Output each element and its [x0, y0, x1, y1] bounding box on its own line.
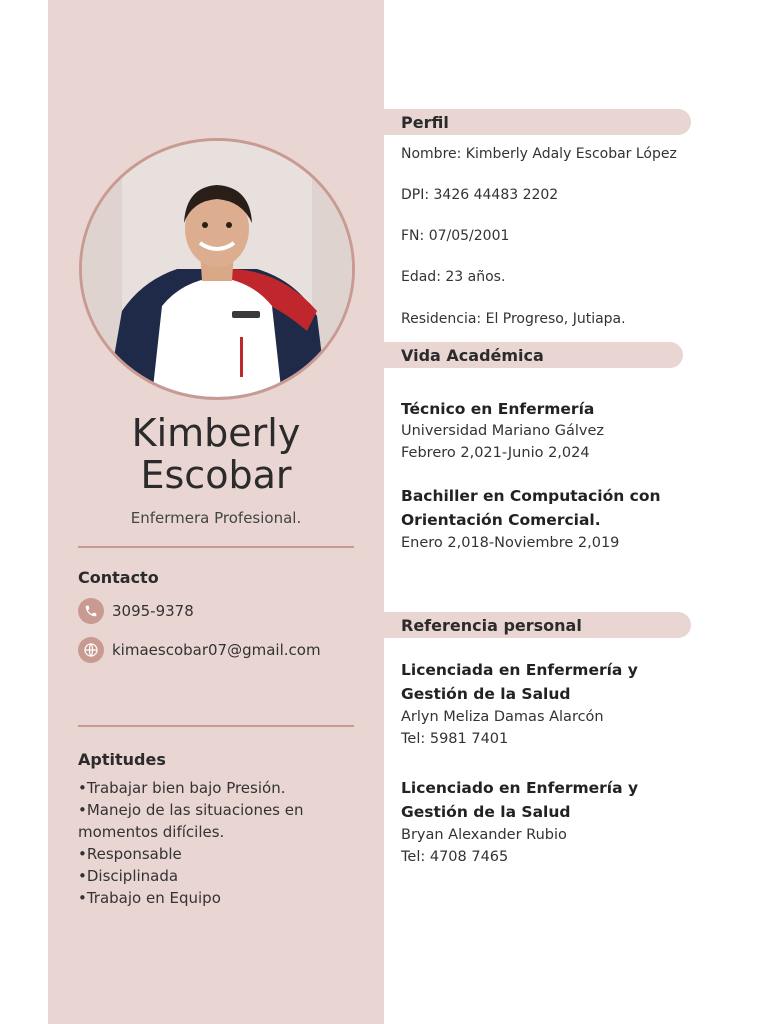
phone-icon [78, 598, 104, 624]
education-dates: Febrero 2,021-Junio 2,024 [401, 445, 590, 461]
education-title: Orientación Comercial. [401, 511, 601, 529]
profile-section-header [384, 109, 691, 135]
skill-item: momentos difíciles. [78, 823, 225, 841]
skills-list [78, 777, 368, 909]
references-heading: Referencia personal [401, 615, 582, 635]
education-title: Técnico en Enfermería [401, 400, 595, 418]
skill-item: •Trabajo en Equipo [78, 889, 221, 907]
education-heading: Vida Académica [401, 345, 544, 365]
education-section-header [384, 342, 683, 368]
education-institution: Universidad Mariano Gálvez [401, 423, 604, 439]
profile-heading: Perfil [401, 112, 449, 132]
globe-icon [78, 637, 104, 663]
profile-birthdate: FN: 07/05/2001 [401, 228, 510, 244]
reference-title: Gestión de la Salud [401, 803, 571, 821]
education-dates: Enero 2,018-Noviembre 2,019 [401, 535, 620, 551]
contact-phone [78, 598, 194, 624]
education-title: Bachiller en Computación con [401, 487, 661, 505]
profile-photo [79, 138, 355, 400]
reference-title: Gestión de la Salud [401, 685, 571, 703]
reference-title: Licenciado en Enfermería y [401, 779, 639, 797]
reference-phone: Tel: 4708 7465 [401, 849, 509, 865]
profile-residence: Residencia: El Progreso, Jutiapa. [401, 311, 626, 327]
reference-name: Arlyn Meliza Damas Alarcón [401, 709, 604, 725]
skill-item: •Disciplinada [78, 867, 179, 885]
sidebar-divider [78, 725, 354, 727]
phone-number: 3095-9378 [112, 602, 194, 620]
contact-email [78, 637, 321, 663]
email-address[interactable]: kimaescobar07@gmail.com [112, 641, 321, 659]
profile-name: Nombre: Kimberly Adaly Escobar López [401, 146, 677, 162]
profile-dpi: DPI: 3426 44483 2202 [401, 187, 559, 203]
last-name: Escobar [140, 453, 292, 497]
references-section-header [384, 612, 691, 638]
first-name: Kimberly [131, 411, 301, 455]
profile-age: Edad: 23 años. [401, 269, 506, 285]
job-title: Enfermera Profesional. [130, 509, 302, 527]
skill-item: •Trabajar bien bajo Presión. [78, 779, 286, 797]
sidebar-divider [78, 546, 354, 548]
reference-phone: Tel: 5981 7401 [401, 731, 509, 747]
reference-name: Bryan Alexander Rubio [401, 827, 567, 843]
skill-item: •Manejo de las situaciones en [78, 801, 304, 819]
skill-item: •Responsable [78, 845, 182, 863]
profile-photo-illustration [82, 141, 352, 397]
reference-title: Licenciada en Enfermería y [401, 661, 638, 679]
contact-heading: Contacto [78, 568, 159, 587]
skills-heading: Aptitudes [78, 750, 166, 769]
